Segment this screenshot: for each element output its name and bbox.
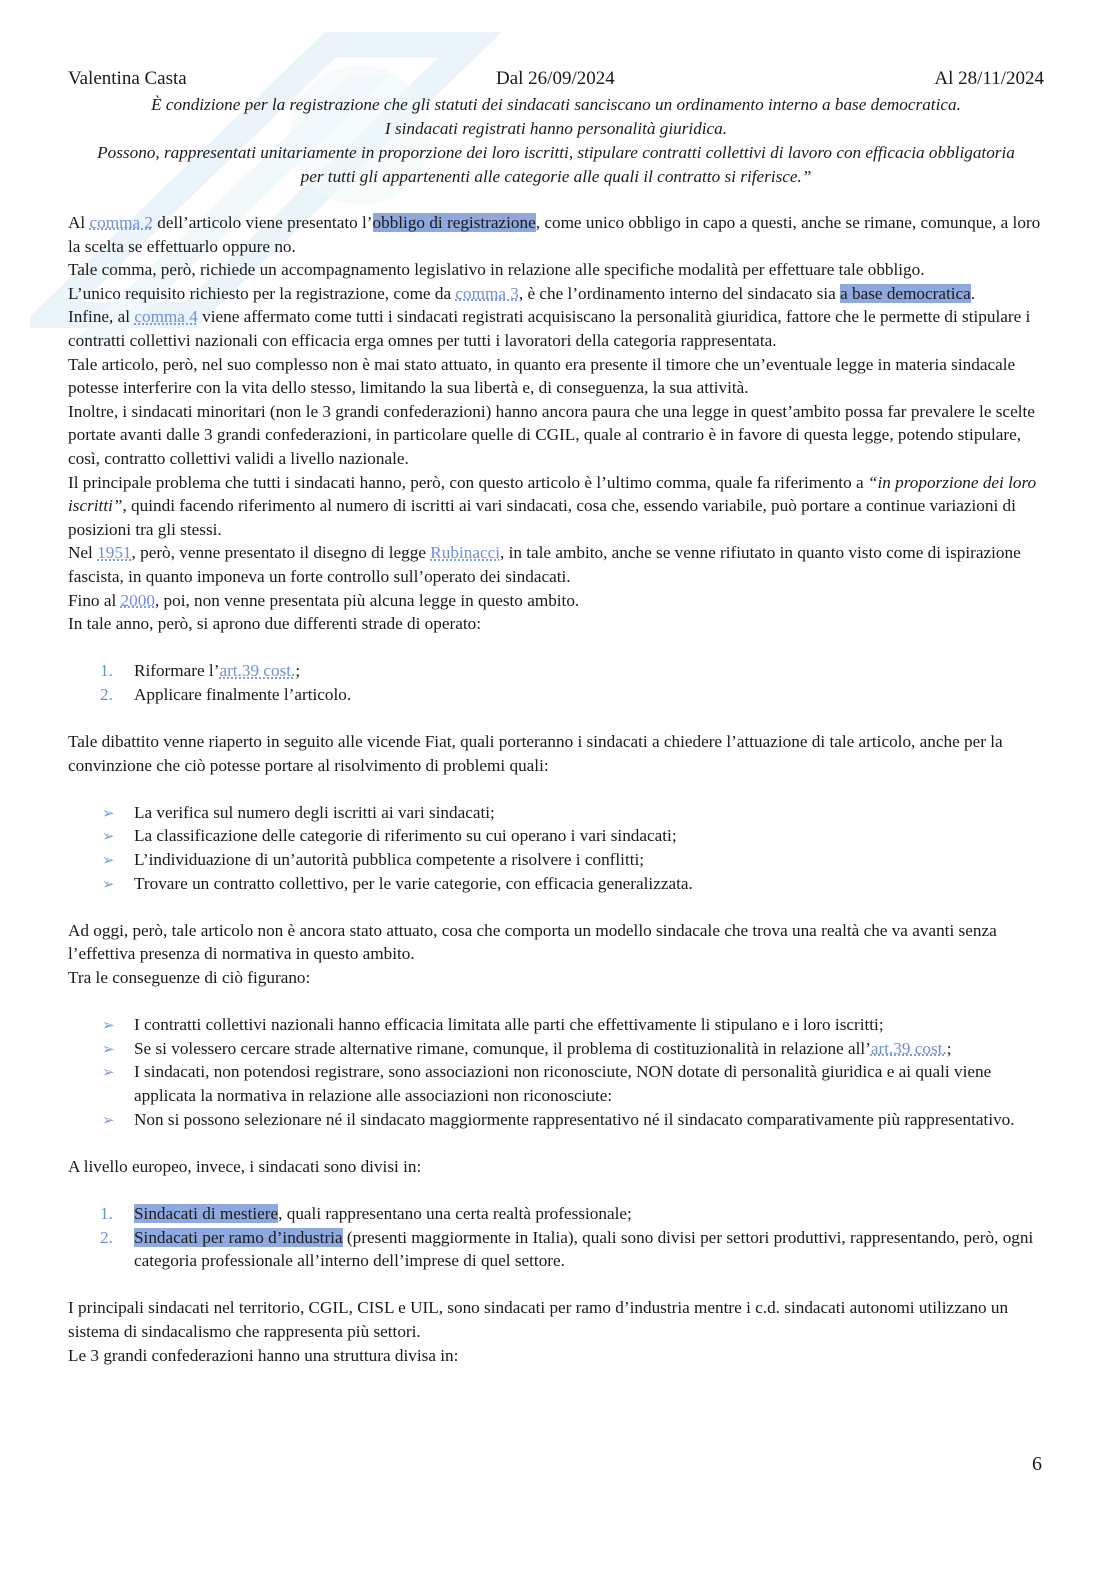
list-item: ➢ La classificazione delle categorie di riferimento su cui operano i vari sindacati;: [68, 824, 1046, 848]
list-item: 2. Sindacati per ramo d’industria (presenti maggiormente in Italia), quali sono divisi per settori produttivi, rappresentando, però, ogni categoria professionale all’interno dell’imprese di quel settore.: [100, 1227, 1034, 1271]
list-item: 2. Applicare finalmente l’articolo.: [68, 683, 1046, 707]
list-number: 1.: [100, 1203, 113, 1223]
paragraph: Il principale problema che tutti i sindacati hanno, però, con questo articolo è l’ultimo comma, quale fa riferimento a “in proporzione dei loro iscritti”, quindi facendo riferimento al numero di iscritti ai vari sindacati, cosa che, essendo variabile, può portare a continue variazioni di posizioni tra gli stessi.: [68, 472, 1037, 539]
year-2000-link[interactable]: 2000: [120, 590, 155, 610]
document-body: [68, 211, 1046, 1367]
paragraph: Le 3 grandi confederazioni hanno una struttura divisa in:: [68, 1345, 459, 1365]
paragraph: L’unico requisito richiesto per la registrazione, come da comma 3, è che l’ordinamento interno del sindacato sia a base democratica.: [68, 283, 976, 303]
numbered-list: [68, 1202, 1046, 1273]
paragraph: Nel 1951, però, venne presentato il disegno di legge Rubinacci, in tale ambito, anche se venne rifiutato in quanto visto come di ispirazione fascista, in quanto imponeva un forte controllo sull’operato dei sindacati.: [68, 543, 1021, 586]
list-item: ➢ La verifica sul numero degli iscritti ai vari sindacati;: [68, 801, 1046, 825]
paragraph: Tale comma, però, richiede un accompagnamento legislativo in relazione alle specifiche modalità per effettuare tale obbligo.: [68, 260, 925, 280]
arrow-bullet-icon: ➢: [102, 805, 115, 822]
page-number: 6: [1032, 1453, 1042, 1475]
bullet-list: [68, 1013, 1046, 1131]
paragraph: A livello europeo, invece, i sindacati sono divisi in:: [68, 1156, 422, 1176]
arrow-bullet-icon: ➢: [102, 1041, 115, 1058]
list-item: ➢ L’individuazione di un’autorità pubblica competente a risolvere i conflitti;: [68, 848, 1046, 872]
list-number: 2.: [100, 684, 113, 704]
list-item: ➢ Se si volessero cercare strade alternative rimane, comunque, il problema di costituzionalità in relazione all’art.39 cost.;: [68, 1037, 1046, 1061]
arrow-bullet-icon: ➢: [102, 829, 115, 846]
comma-4-link[interactable]: comma 4: [134, 307, 198, 327]
comma-3-link[interactable]: comma 3: [455, 283, 519, 303]
rubinacci-link[interactable]: Rubinacci: [430, 543, 500, 563]
list-item: ➢ I sindacati, non potendosi registrare, sono associazioni non riconosciute, NON dotate di personalità giuridica e ai quali viene applicata la normativa in relazione alle associazioni non riconosciute:: [102, 1062, 992, 1105]
paragraph: Tale articolo, però, nel suo complesso non è mai stato attuato, in quanto era presente il timore che un’eventuale legge in materia sindacale potesse interferire con la vita dello stesso, limitando la sua libertà e, di conseguenza, la sua attività.: [68, 354, 1016, 398]
paragraph: Inoltre, i sindacati minoritari (non le 3 grandi confederazioni) hanno ancora paura che una legge in quest’ambito possa far prevalere le scelte portate avanti dalle 3 grandi confederazioni, in particolare quelle di CGIL, quale al contrario è in favore di questa legge, potendo stipulare, così, contratto collettivi validi a livello nazionale.: [68, 401, 1035, 468]
list-item: 1. Sindacati di mestiere, quali rappresentano una certa realtà professionale;: [68, 1202, 1046, 1226]
list-item: ➢ Non si possono selezionare né il sindacato maggiormente rappresentativo né il sindacato comparativamente più rappresentativo.: [68, 1108, 1046, 1132]
arrow-bullet-icon: ➢: [102, 876, 115, 893]
art39-link[interactable]: art.39 cost.: [219, 661, 296, 681]
quote-line: Possono, rappresentati unitariamente in proporzione dei loro iscritti, stipulare contratti collettivi di lavoro con efficacia obbligatoria: [97, 143, 1015, 162]
paragraph: Al comma 2 dell’articolo viene presentato l’obbligo di registrazione, come unico obbligo in capo a questi, anche se rimane, comunque, a loro la scelta se effettuarlo oppure no.: [68, 213, 1041, 256]
list-item: 1. Riformare l’art.39 cost.;: [68, 659, 1046, 683]
paragraph: I principali sindacati nel territorio, CGIL, CISL e UIL, sono sindacati per ramo d’industria mentre i c.d. sindacati autonomi utilizzano un sistema di sindacalismo che rappresenta più settori.: [68, 1298, 1009, 1341]
paragraph: Infine, al comma 4 viene affermato come tutti i sindacati registrati acquisiscano la personalità giuridica, fattore che le permette di stipulare i contratti collettivi nazionali con efficacia erga omnes per tutti i lavoratori della categoria rappresentata.: [68, 307, 1031, 350]
highlight: a base democratica: [840, 283, 971, 303]
arrow-bullet-icon: ➢: [102, 853, 115, 870]
quote-line: per tutti gli appartenenti alle categorie alle quali il contratto si riferisce.”: [300, 167, 812, 186]
arrow-bullet-icon: ➢: [102, 1018, 115, 1035]
quote-line: I sindacati registrati hanno personalità giuridica.: [384, 119, 728, 138]
article-quote: [68, 93, 1044, 189]
highlight: Sindacati per ramo d’industria: [134, 1227, 343, 1247]
paragraph: Ad oggi, però, tale articolo non è ancora stato attuato, cosa che comporta un modello sindacale che trova una realtà che va avanti senza l’effettiva presenza di normativa in questo ambito.: [68, 920, 997, 964]
highlight: Sindacati di mestiere: [134, 1203, 279, 1223]
numbered-list: [68, 659, 1046, 706]
art39-link[interactable]: art.39 cost.: [870, 1038, 947, 1058]
page-header: [68, 68, 1044, 92]
header-date-from: Dal 26/09/2024: [496, 68, 615, 89]
header-author: Valentina Casta: [68, 68, 187, 89]
paragraph: In tale anno, però, si aprono due differenti strade di operato:: [68, 614, 481, 634]
list-number: 1.: [100, 661, 113, 681]
paragraph: Fino al 2000, poi, non venne presentata più alcuna legge in questo ambito.: [68, 590, 580, 610]
list-number: 2.: [100, 1227, 113, 1247]
arrow-bullet-icon: ➢: [102, 1065, 115, 1082]
arrow-bullet-icon: ➢: [102, 1112, 115, 1129]
year-1951-link[interactable]: 1951: [97, 543, 132, 563]
list-item: ➢ Trovare un contratto collettivo, per le varie categorie, con efficacia generalizzata.: [68, 872, 1046, 896]
highlight: obbligo di registrazione: [372, 213, 536, 232]
paragraph: Tale dibattito venne riaperto in seguito alle vicende Fiat, quali porteranno i sindacati a chiedere l’attuazione di tale articolo, anche per la convinzione che ciò potesse portare al risolvimento di problemi quali:: [68, 732, 1003, 775]
quote-line: È condizione per la registrazione che gli statuti dei sindacati sanciscano un ordinamento interno a base democratica.: [151, 95, 961, 114]
comma-2-link[interactable]: comma 2: [89, 213, 153, 232]
italic-quote: “in proporzione dei loro iscritti”: [68, 472, 1037, 516]
header-date-to: Al 28/11/2024: [934, 68, 1044, 89]
bullet-list: [68, 801, 1046, 895]
list-item: ➢ I contratti collettivi nazionali hanno efficacia limitata alle parti che effettivamente li stipulano e i loro iscritti;: [68, 1013, 1046, 1037]
paragraph: Tra le conseguenze di ciò figurano:: [68, 968, 311, 987]
